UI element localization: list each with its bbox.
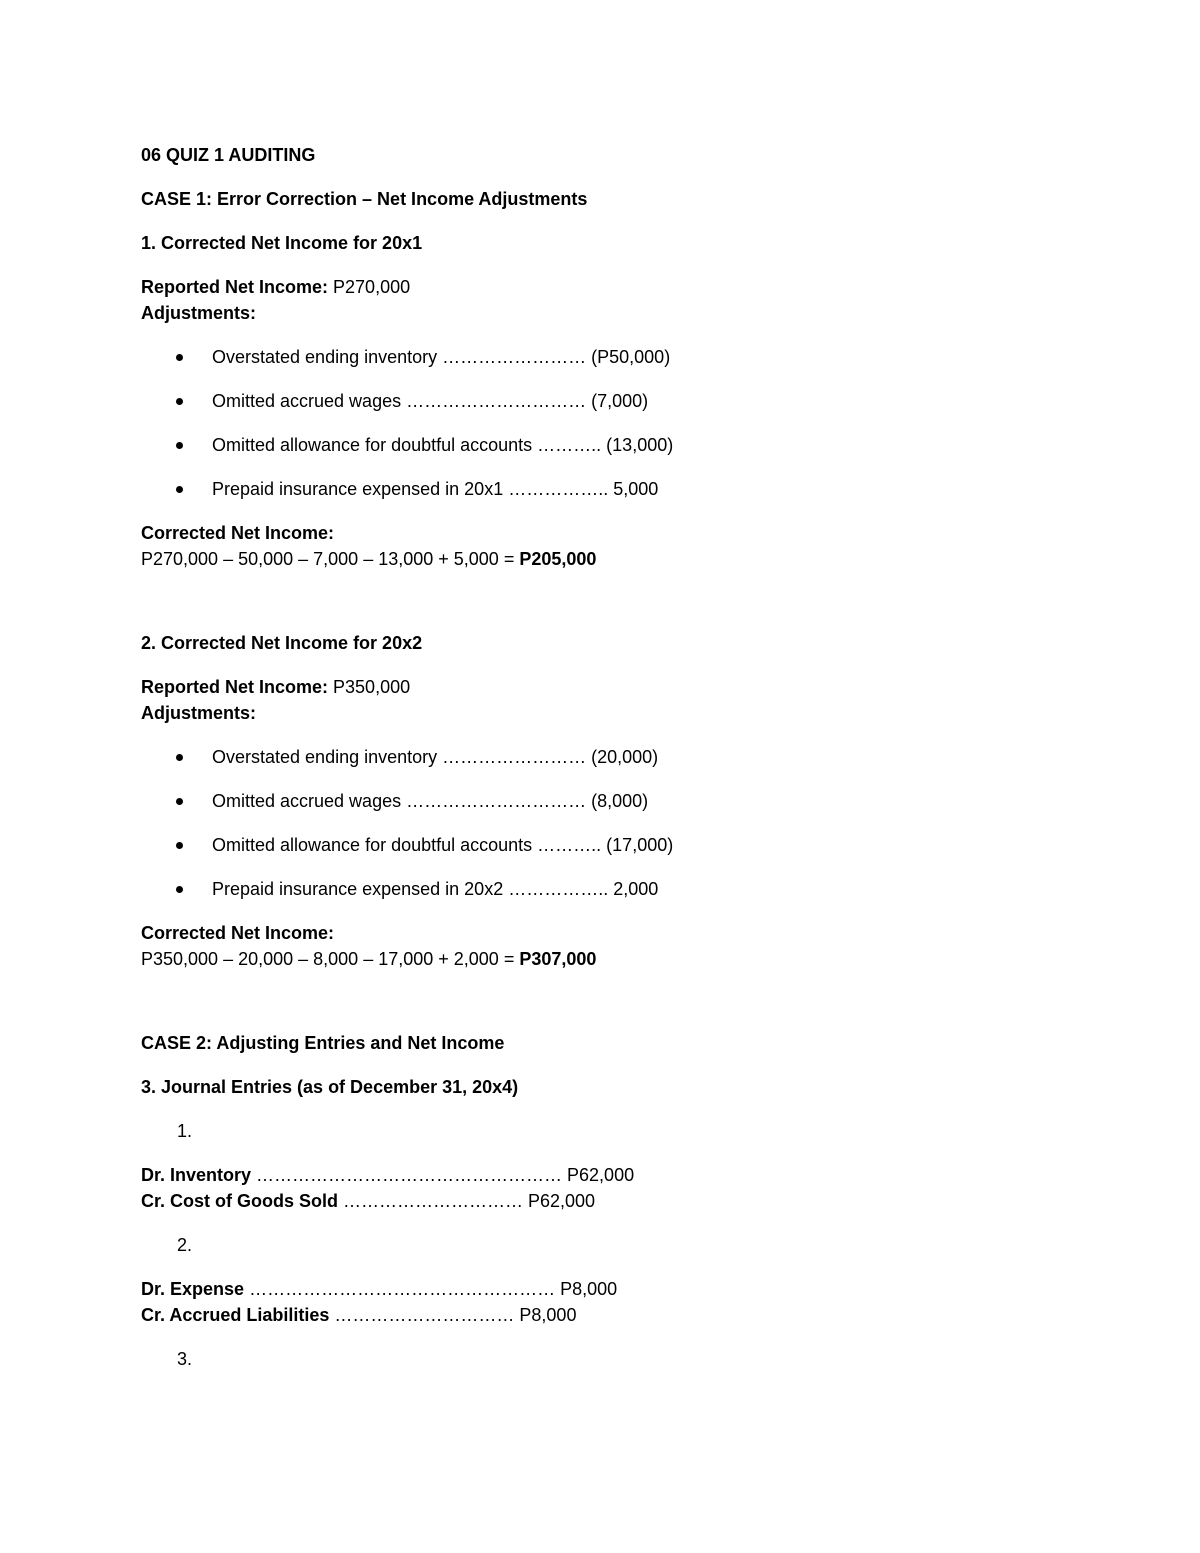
- entry-2-debit: [141, 1276, 1081, 1302]
- list-item: [141, 432, 1081, 458]
- q2-item-4: Prepaid insurance expensed in 20x2 …………….. 2,000: [212, 879, 659, 899]
- entry-2-debit-value: …………………………………………… P8,000: [244, 1279, 618, 1299]
- q2-result: P307,000: [519, 949, 597, 969]
- list-item: [141, 876, 1081, 902]
- q2-item-2: Omitted accrued wages ………………………… (8,000): [212, 791, 649, 811]
- q2-formula-line: [141, 946, 1081, 972]
- entry-1-debit-value: …………………………………………… P62,000: [251, 1165, 635, 1185]
- list-item: [141, 832, 1081, 858]
- q1-reported-line: [141, 274, 1081, 300]
- entry-2-debit-label: Dr. Expense: [141, 1279, 245, 1299]
- q1-item-2: Omitted accrued wages ………………………… (7,000): [212, 391, 649, 411]
- entry-1-credit-value: ………………………… P62,000: [338, 1191, 596, 1211]
- q1-reported-label: Reported Net Income:: [141, 277, 329, 297]
- entry-1-credit-label: Cr. Cost of Goods Sold: [141, 1191, 338, 1211]
- q2-adjustments-list: [141, 744, 1081, 902]
- bullet-icon: [176, 398, 183, 405]
- entry-2-credit-label: Cr. Accrued Liabilities: [141, 1305, 330, 1325]
- entry-1-debit-label: Dr. Inventory: [141, 1165, 252, 1185]
- q2-reported-value: P350,000: [328, 677, 411, 697]
- q2-adjustments-label: Adjustments:: [141, 703, 257, 723]
- q1-heading: 1. Corrected Net Income for 20x1: [141, 233, 423, 253]
- entry-2-number: 2.: [177, 1235, 193, 1255]
- entry-1-credit: [141, 1188, 1081, 1214]
- q1-formula: P270,000 – 50,000 – 7,000 – 13,000 + 5,000 =: [141, 549, 520, 569]
- q2-corrected-label: Corrected Net Income:: [141, 923, 335, 943]
- bullet-icon: [176, 886, 183, 893]
- q3-heading: 3. Journal Entries (as of December 31, 20x4): [141, 1077, 519, 1097]
- q1-adjustments-label: Adjustments:: [141, 303, 257, 323]
- document-title: 06 QUIZ 1 AUDITING: [141, 145, 316, 165]
- q1-item-3: Omitted allowance for doubtful accounts ……….. (13,000): [212, 435, 674, 455]
- entry-1-number: 1.: [177, 1121, 193, 1141]
- entry-1-debit: [141, 1162, 1081, 1188]
- list-item: [141, 788, 1081, 814]
- list-item: [141, 476, 1081, 502]
- q2-heading: 2. Corrected Net Income for 20x2: [141, 633, 423, 653]
- bullet-icon: [176, 798, 183, 805]
- entry-2-credit-value: ………………………… P8,000: [329, 1305, 577, 1325]
- bullet-icon: [176, 442, 183, 449]
- list-item: [141, 744, 1081, 770]
- q2-reported-line: [141, 674, 1081, 700]
- bullet-icon: [176, 842, 183, 849]
- q1-item-4: Prepaid insurance expensed in 20x1 …………….. 5,000: [212, 479, 659, 499]
- document-content: [141, 142, 1081, 1372]
- q2-item-3: Omitted allowance for doubtful accounts ……….. (17,000): [212, 835, 674, 855]
- q1-result: P205,000: [519, 549, 597, 569]
- case2-heading: CASE 2: Adjusting Entries and Net Income: [141, 1033, 505, 1053]
- q1-corrected-label: Corrected Net Income:: [141, 523, 335, 543]
- list-item: [141, 344, 1081, 370]
- q2-reported-label: Reported Net Income:: [141, 677, 329, 697]
- q1-adjustments-list: [141, 344, 1081, 502]
- q1-item-1: Overstated ending inventory …………………… (P50,000): [212, 347, 671, 367]
- q2-item-1: Overstated ending inventory …………………… (20,000): [212, 747, 659, 767]
- bullet-icon: [176, 354, 183, 361]
- entry-3-number: 3.: [177, 1349, 193, 1369]
- bullet-icon: [176, 486, 183, 493]
- bullet-icon: [176, 754, 183, 761]
- q1-reported-value: P270,000: [328, 277, 411, 297]
- q1-formula-line: [141, 546, 1081, 572]
- list-item: [141, 388, 1081, 414]
- case1-heading: CASE 1: Error Correction – Net Income Adjustments: [141, 189, 588, 209]
- q2-formula: P350,000 – 20,000 – 8,000 – 17,000 + 2,000 =: [141, 949, 520, 969]
- entry-2-credit: [141, 1302, 1081, 1328]
